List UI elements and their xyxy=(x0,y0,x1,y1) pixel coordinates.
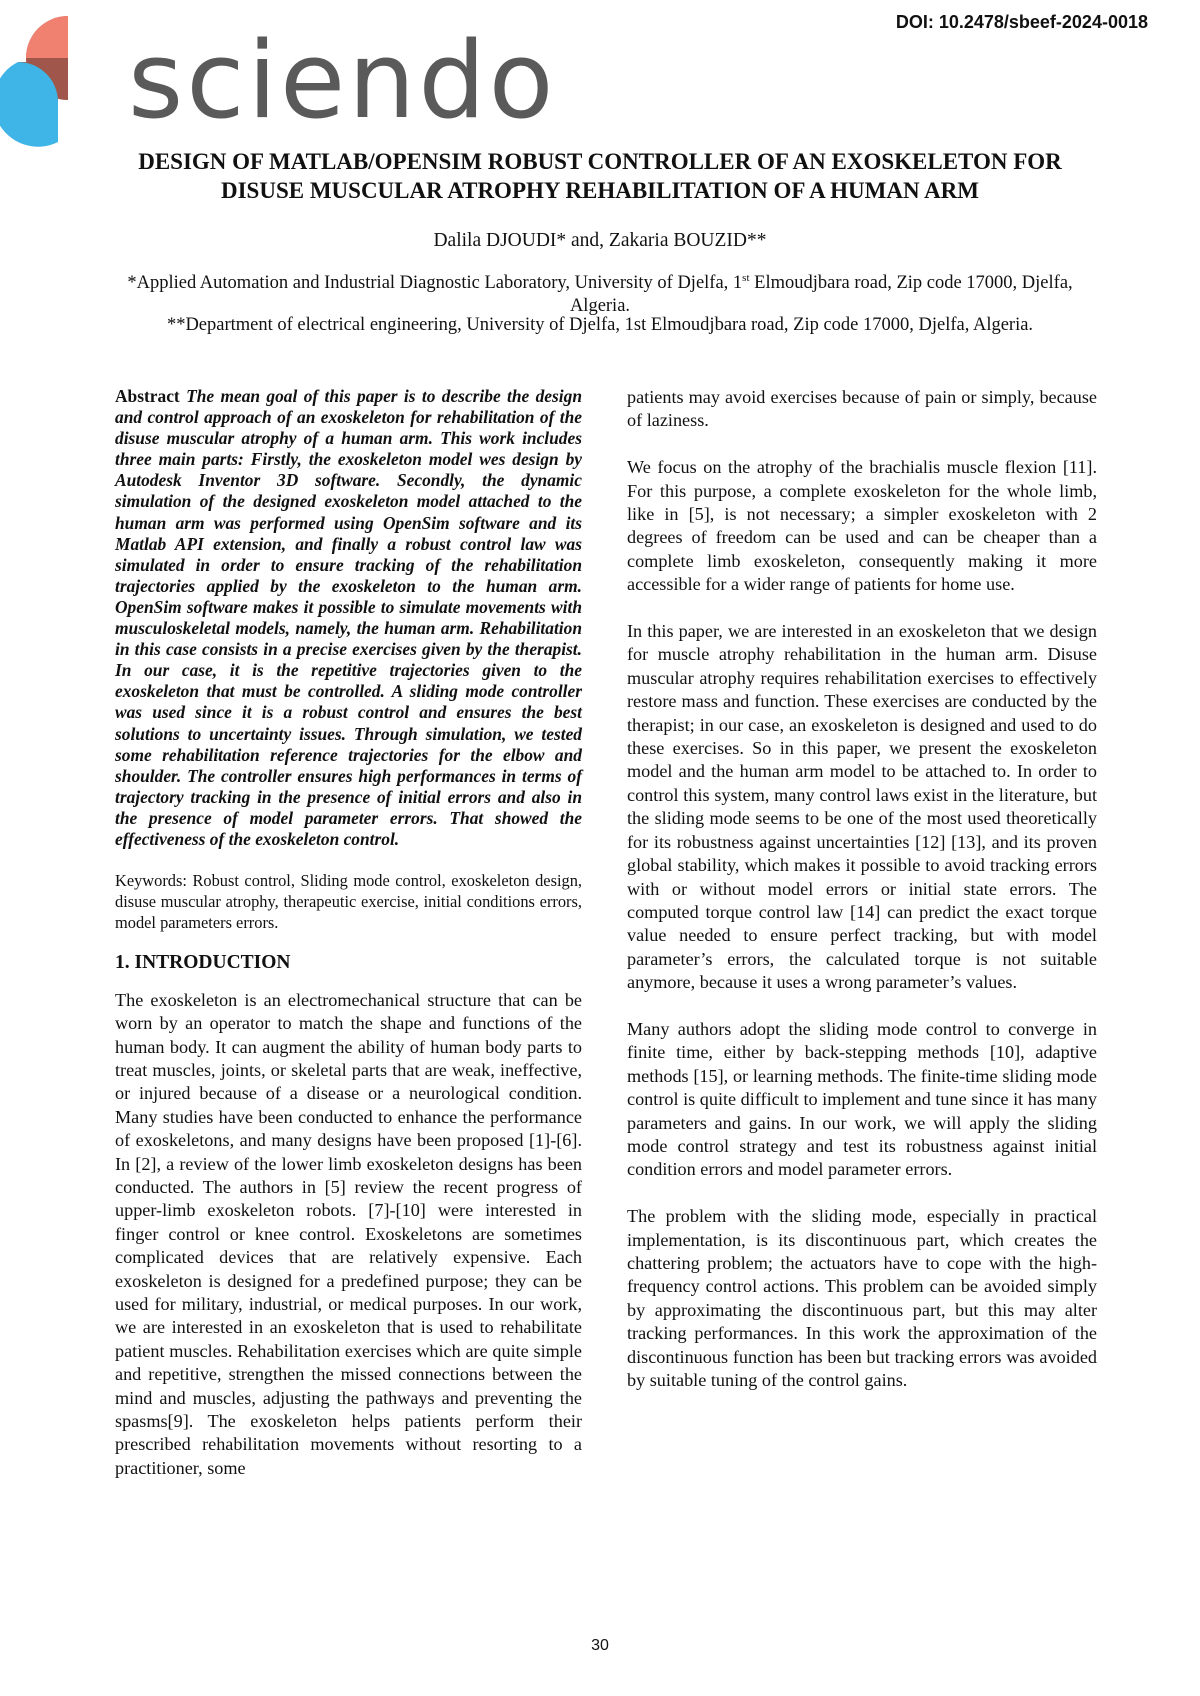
page-number: 30 xyxy=(591,1637,609,1654)
left-column xyxy=(115,386,582,1504)
body-paragraph: In this paper, we are interested in an exoskeleton that we design for muscle atrophy rehabilitation in the human arm. Disuse muscular atrophy requires rehabilitation exercises to effectively restore mass and function. These exercises are conducted by the therapist; in our case, an exoskeleton is designed and used to do these exercises. So in this paper, we present the exoskeleton model and the human arm model to be attached to. In order to control this system, many control laws exist in the literature, but the sliding mode seems to be one of the most used theoretically for its robustness against uncertainties [12] [13], and its proven global stability, which makes it possible to avoid tracking errors with or without model errors or initial state errors. The computed torque control law [14] can predict the exact torque value needed to ensure perfect tracking, but with model parameter’s errors, the calculated torque is not suitable anymore, because it uses a wrong parameter’s values. xyxy=(627,621,1097,993)
affiliation-superscript: st xyxy=(742,272,750,284)
affiliation-text: *Applied Automation and Industrial Diagnostic Laboratory, University of Djelfa, 1 xyxy=(127,273,743,294)
body-paragraph: patients may avoid exercises because of pain or simply, because of laziness. xyxy=(627,387,1097,431)
affiliation-1 xyxy=(100,267,1100,318)
brand-name: sciendo xyxy=(128,19,557,142)
affiliation-text: Elmoudjbara road, Zip code 17000, Djelfa, Algeria. xyxy=(569,273,1073,317)
abstract xyxy=(115,386,582,850)
keywords xyxy=(115,870,582,933)
abstract-label: Abstract xyxy=(115,386,180,406)
keywords-label: Keywords: xyxy=(115,871,187,891)
sciendo-logo xyxy=(0,8,640,148)
keywords-text: Robust control, Sliding mode control, exoskeleton design, disuse muscular atrophy, therapeutic exercise, initial conditions errors, model parameters errors. xyxy=(115,871,582,933)
paper-title xyxy=(80,147,1120,205)
abstract-text: The mean goal of this paper is to describe the design and control approach of an exoskeleton for rehabilitation of the disuse muscular atrophy of a human arm. This work includes three main parts: Firstly, the exoskeleton model wes design by Autodesk Inventor 3D software. Secondly, the dynamic simulation of the designed exoskeleton model attached to the human arm was performed using OpenSim software and its Matlab API extension, and finally a robust control law was simulated in order to ensure tracking of the rehabilitation trajectories applied by the exoskeleton to the human arm. OpenSim software makes it possible to simulate movements with musculoskeletal models, namely, the human arm. Rehabilitation in this case consists in a precise exercises given by the therapist. In our case, it is the repetitive trajectories given to the exoskeleton that must be controlled. A sliding mode controller was used since it is a robust control and ensures the best solutions to uncertainty issues. Through simulation, we tested some rehabilitation reference trajectories for the elbow and shoulder. The controller ensures high performances in terms of trajectory tracking in the presence of initial errors and also in the presence of model parameter errors. That showed the effectiveness of the exoskeleton control. xyxy=(115,386,582,849)
sciendo-logo-mark-icon xyxy=(0,8,130,148)
body-paragraph: Many authors adopt the sliding mode control to converge in finite time, either by back-stepping methods [10], adaptive methods [15], or learning methods. The finite-time sliding mode control is quite difficult to implement and tune since it has many parameters and gains. In our work, we will apply the sliding mode control strategy and test its robustness against initial condition errors and model parameter errors. xyxy=(627,1018,1097,1180)
doi-link[interactable]: DOI: 10.2478/sbeef-2024-0018 xyxy=(895,12,1148,32)
title-line: DESIGN OF MATLAB/OPENSIM ROBUST CONTROLLER OF AN EXOSKELETON FOR xyxy=(138,149,1062,174)
title-line: DISUSE MUSCULAR ATROPHY REHABILITATION OF A HUMAN ARM xyxy=(220,178,979,203)
section-heading-introduction: 1. INTRODUCTION xyxy=(115,952,291,974)
right-column xyxy=(627,386,1097,1416)
body-paragraph: The problem with the sliding mode, especially in practical implementation, is its discontinuous part, which creates the chattering problem; the actuators have to cope with the high-frequency control actions. This problem can be avoided simply by approximating the discontinuous part, but this may alter tracking performances. In this work the approximation of the discontinuous function has been but tracking errors was avoided by suitable tuning of the control gains. xyxy=(627,1206,1097,1390)
body-paragraph: We focus on the atrophy of the brachialis muscle flexion [11]. For this purpose, a complete exoskeleton for the whole limb, like in [5], is not necessary; a simpler exoskeleton with 2 degrees of freedom can be used and can be cheaper than a complete limb exoskeleton, consequently making it more accessible for a wider range of patients for home use. xyxy=(627,457,1097,595)
affiliation-2: **Department of electrical engineering, University of Djelfa, 1st Elmoudjbara road, Zip code 17000, Djelfa, Algeria. xyxy=(166,315,1034,335)
intro-paragraph: The exoskeleton is an electromechanical structure that can be worn by an operator to match the shape and functions of the human body. It can augment the ability of human body parts to treat muscles, joints, or skeletal parts that are weak, ineffective, or injured because of a disease or a neurological condition. Many studies have been conducted to enhance the performance of exoskeletons, and many designs have been proposed [1]-[6]. In [2], a review of the lower limb exoskeleton designs has been conducted. The authors in [5] review the recent progress of upper-limb exoskeleton robots. [7]-[10] were interested in finger control or knee control. Exoskeletons are sometimes complicated devices that are relatively expensive. Each exoskeleton is designed for a predefined purpose; they can be used for military, industrial, or medical purposes. In our work, we are interested in an exoskeleton that is used to rehabilitate patient muscles. Rehabilitation exercises which are quite simple and repetitive, strengthen the missed connections between the mind and muscles, adjusting the pathways and preventing the spasms[9]. The exoskeleton helps patients perform their prescribed rehabilitation movements without resorting to a practitioner, some xyxy=(115,989,582,1478)
author-list: Dalila DJOUDI* and, Zakaria BOUZID** xyxy=(433,230,767,251)
